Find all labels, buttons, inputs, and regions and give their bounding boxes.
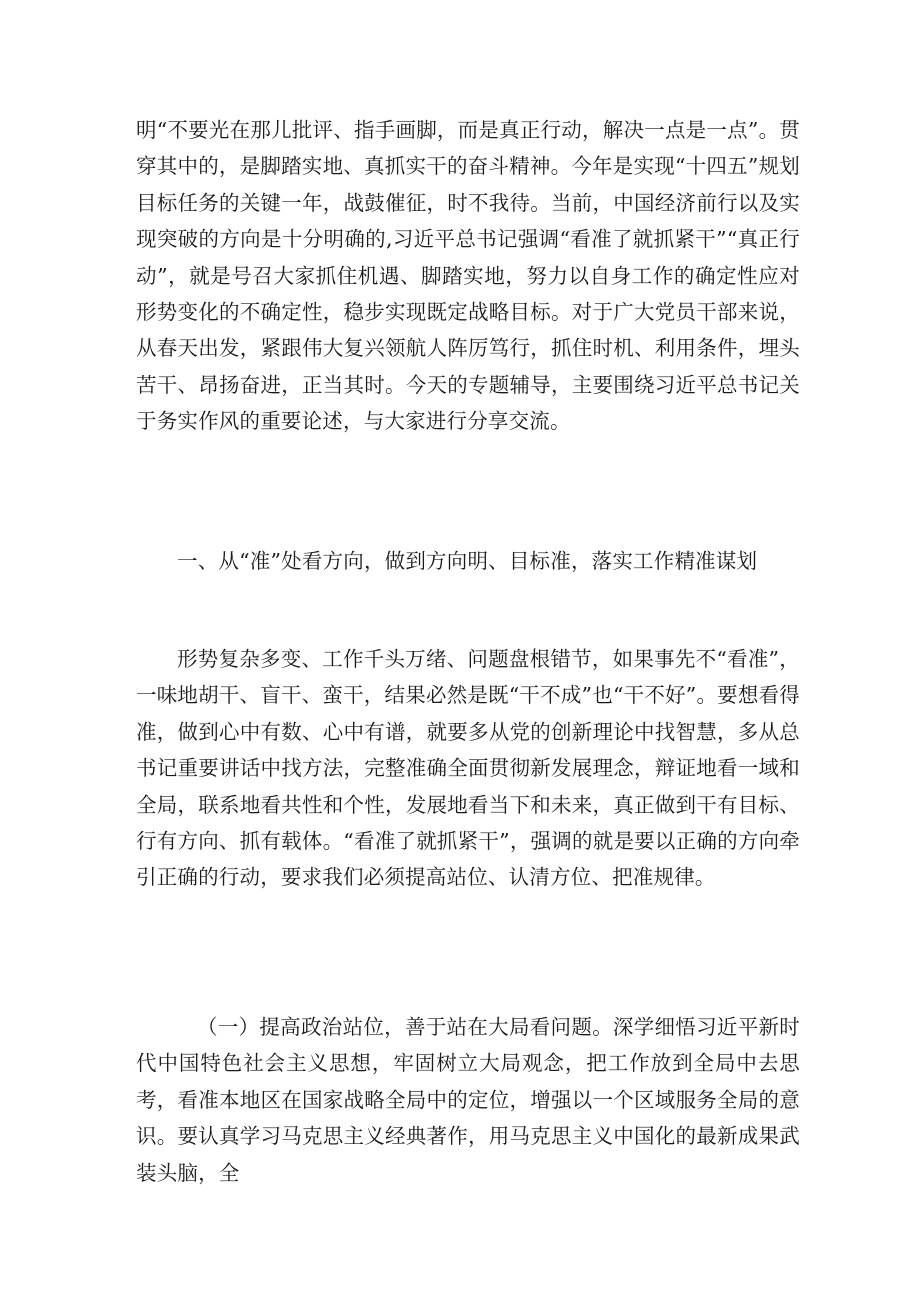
continuation-paragraph: 明“不要光在那儿批评、指手画脚，而是真正行动，解决一点是一点”。贯穿其中的，是脚踏实地、真抓实干的奋斗精神。今年是实现“十四五”规划目标任务的关键一年，战鼓催征，时不我待。当前，中国经济前行以及实现突破的方向是十分明确的,习近平总书记强调“看准了就抓紧干”“真正行动”，就是号召大家抓住机遇、脚踏实地，努力以自身工作的确定性应对形势变化的不确定性，稳步实现既定战略目标。对于广大党员干部来说，从春天出发，紧跟伟大复兴领航人阵厉笃行，抓住时机、利用条件，埋头苦干、昂扬奋进，正当其时。今天的专题辅导，主要围绕习近平总书记关于务实作风的重要论述，与大家进行分享交流。 [136,118,800,434]
subsection-paragraph: （一）提高政治站位，善于站在大局看问题。深学细悟习近平新时代中国特色社会主义思想，牢固树立大局观念，把工作放到全局中去思考，看准本地区在国家战略全局中的定位，增强以一个区域服务全局的意识。要认真学习马克思主义经典著作，用马克思主义中国化的最新成果武装头脑，全 [136,1015,800,1185]
section-body-paragraph: 形势复杂多变、工作千头万绪、问题盘根错节，如果事先不“看准”，一味地胡干、盲干、蛮干，结果必然是既“干不成”也“干不好”。要想看得准，做到心中有数、心中有谱，就要多从党的创新理论中找智慧，多从总书记重要讲话中找方法，完整准确全面贯彻新发展理念，辩证地看一域和全局，联系地看共性和个性，发展地看当下和未来，真正做到干有目标、行有方向、抓有载体。“看准了就抓紧干”，强调的就是要以正确的方向牵引正确的行动，要求我们必须提高站位、认清方位、把准规律。 [136,647,800,890]
section-heading: 一、从“准”处看方向，做到方向明、目标准，落实工作精准谋划 [177,549,758,573]
